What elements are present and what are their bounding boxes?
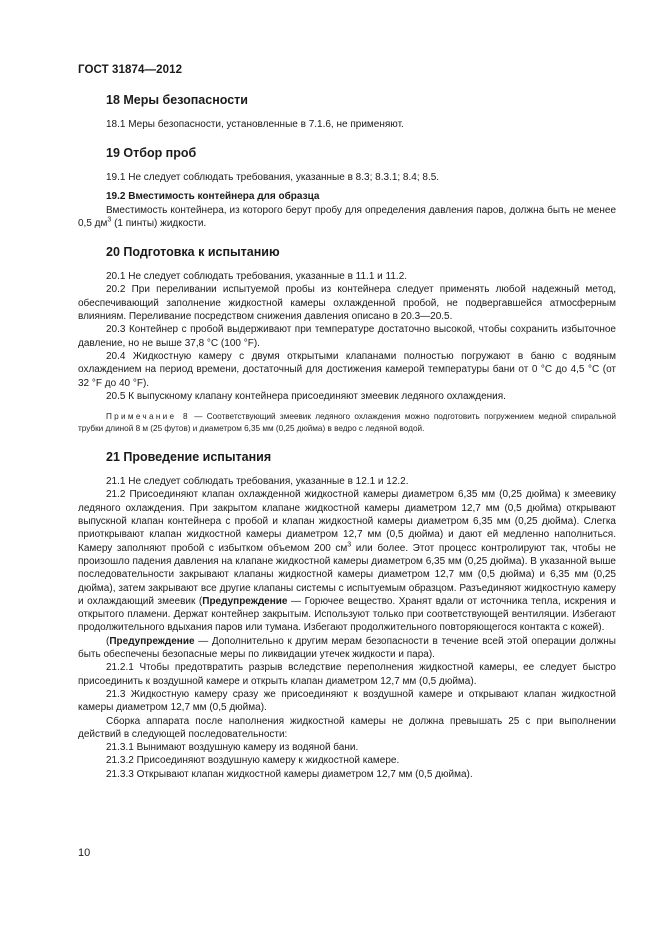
- note-label: Примечание 8: [106, 412, 190, 422]
- section-20-title: 20 Подготовка к испытанию: [106, 245, 280, 260]
- subsection-19-2-title: 19.2 Вместимость контейнера для образца: [106, 190, 320, 202]
- warning-label: Предупреждение: [202, 595, 288, 607]
- superscript: 3: [107, 216, 112, 224]
- paren-open: (: [106, 635, 110, 647]
- paragraph-21-2-1: 21.2.1 Чтобы предотвратить разрыв вследствие переполнения жидкостной камеры, ее следует быстро присоединить к воздушной камере и открыть клапан диаметром 12,7 мм (0,5 дюйма).: [78, 662, 616, 687]
- paragraph-21-3-2: 21.3.2 Присоединяют воздушную камеру к жидкостной камере.: [106, 755, 400, 767]
- paragraph-20-5: 20.5 К выпускному клапану контейнера присоединяют змеевик ледяного охлаждения.: [106, 390, 506, 402]
- paragraph-21-2-text-mid: или более. Этот процесс контролируют так, чтобы не произошло падения давления на клапане жидкостной камеры диаметром 6,35 мм (0,25 дюйма). В указанной выше последовательности закрывают клапаны жидкостной камеры диаметром 12,7 мм (0,5 дюйма) и 6,35 мм (0,25 дюйма), затем закрывают все другие клапаны системы с испытуемым образцом. Разъединяют жидкостную камеру и охлаждающий змеевик (: [78, 542, 616, 607]
- section-21-title: 21 Проведение испытания: [106, 450, 272, 465]
- document-body: [78, 93, 616, 781]
- section-18-title: 18 Меры безопасности: [106, 93, 248, 107]
- paragraph-19-1: 19.1 Не следует соблюдать требования, указанные в 8.3; 8.3.1; 8.4; 8.5.: [106, 172, 440, 184]
- note-text: — Соответствующий змеевик ледяного охлаждения можно подготовить погружением медной спиральной трубки длиной 8 м (25 футов) и диаметром 6,35 мм (0,25 дюйма) в ведро с ледяной водой.: [78, 412, 616, 434]
- paragraph-21-1: 21.1 Не следует соблюдать требования, указанные в 12.1 и 12.2.: [106, 476, 409, 488]
- paragraph-21-2-text: 21.2 Присоединяют клапан охлажденной жидкостной камеры диаметром 6,35 мм (0,25 дюйма) к змеевику ледяного охлаждения. При закрытом клапане жидкостной камеры диаметром 12,7 мм (0,5 дюйма) открывают выпускной клапан контейнера с пробой и клапан жидкостной камеры диаметром 6,35 мм (0,25 дюйма). Слегка приоткрывают клапан жидкостной камеры диаметром 12,7 мм (0,5 дюйма) и дают ей медленно наполниться. Камеру заполняют пробой с избытком объемом 200 см: [78, 489, 616, 554]
- paragraph-21-3-intro: Сборка аппарата после наполнения жидкостной камеры не должна превышать 25 с при выполнении действий в следующей последовательности:: [78, 715, 616, 740]
- paragraph-21-3: 21.3 Жидкостную камеру сразу же присоединяют к воздушной камере и открывают клапан жидкостной камеры диаметром 12,7 мм (0,5 дюйма).: [78, 688, 616, 714]
- paragraph-21-2: [78, 488, 616, 634]
- paragraph-20-2: 20.2 При переливании испытуемой пробы из контейнера следует применять любой надежный метод, обеспечивающий заполнение жидкостной камеры охлажденной пробой, не подвергавшейся атмосферным влияниям. Переливание посредством снижения давления описано в 20.3—20.5.: [78, 284, 616, 323]
- paragraph-19-2-text-end: (1 пинты) жидкости.: [111, 217, 207, 229]
- note-8: [78, 411, 616, 435]
- paragraph-19-2-text: Вместимость контейнера, из которого берут пробу для определения давления паров, должна быть не менее 0,5 дм: [78, 204, 616, 229]
- warning-label: Предупреждение: [109, 635, 195, 647]
- superscript: 3: [347, 541, 352, 549]
- paragraph-20-4: 20.4 Жидкостную камеру с двумя открытыми клапанами полностью погружают в баню с водяным охлаждением на период времени, достаточный для достижения камерой температуры бани от 0 °С до 4,5 °С (от 32 °F до 40 °F).: [78, 350, 616, 389]
- paragraph-19-2: [78, 204, 616, 231]
- paragraph-21-3-1: 21.3.1 Вынимают воздушную камеру из водяной бани.: [106, 742, 359, 754]
- paragraph-20-1: 20.1 Не следует соблюдать требования, указанные в 11.1 и 11.2.: [106, 271, 408, 283]
- section-19-title: 19 Отбор проб: [106, 146, 197, 161]
- paragraph-20-3: 20.3 Контейнер с пробой выдерживают при температуре достаточно высокой, чтобы сохранить избыточное давление, но не выше 37,8 °С (100 °F).: [78, 324, 616, 349]
- paragraph-18-1: 18.1 Меры безопасности, установленные в 7.1.6, не применяют.: [106, 119, 404, 130]
- paragraph-21-2-text-end: — Горючее вещество. Хранят вдали от источника тепла, искрения и открытого пламени. Держат контейнер закрытым. Используют только при соответствующей вентиляции. Избегают продолжительного вдыхания паров или тумана. Избегают продолжительного повторяющегося контакта с кожей).: [78, 595, 616, 634]
- document-header: ГОСТ 31874—2012: [78, 64, 183, 76]
- warning-text: — Дополнительно к другим мерам безопасности в течение всей этой операции должны быть обеспечены безопасные меры по ликвидации утечек жидкости и пара).: [78, 635, 616, 661]
- paragraph-21-3-3: 21.3.3 Открывают клапан жидкостной камеры диаметром 12,7 мм (0,5 дюйма).: [106, 768, 473, 780]
- paragraph-21-warning: [78, 635, 616, 662]
- page-number: 10: [78, 847, 91, 859]
